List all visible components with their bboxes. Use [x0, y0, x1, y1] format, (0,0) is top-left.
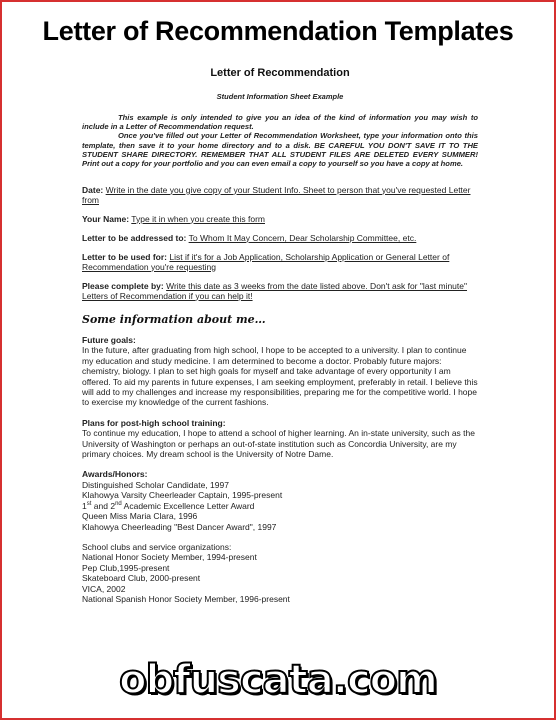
- clubs-section: [82, 542, 478, 604]
- complete-by-field: [82, 281, 478, 301]
- section-heading: School clubs and service organizations:: [82, 541, 232, 552]
- field-label: Letter to be addressed to:: [82, 232, 187, 243]
- about-me-heading: Some information about me…: [82, 312, 266, 326]
- ordinal: 2: [110, 500, 116, 511]
- field-label: Your Name:: [82, 213, 130, 224]
- list-item: National Spanish Honor Society Member, 1996-present: [82, 593, 290, 604]
- list-item: Distinguished Scholar Candidate, 1997: [82, 479, 229, 490]
- site-watermark: obfuscata.com: [119, 657, 437, 703]
- field-value: Write this date as 3 weeks from the date listed above. Don't ask for "last minute" Letters of Recommendation if you can help it!: [82, 280, 468, 301]
- field-value: Type it in when you create this form: [131, 213, 265, 224]
- list-item: VICA, 2002: [82, 583, 126, 594]
- ordinal-suffix: st: [86, 500, 92, 507]
- list-item: [82, 501, 478, 511]
- field-label: Letter to be used for:: [82, 251, 168, 262]
- field-label: Date:: [82, 184, 104, 195]
- list-item: Skateboard Club, 2000-present: [82, 573, 201, 584]
- ordinal-suffix: nd: [115, 500, 122, 507]
- document-subtitle: Student Information Sheet Example: [216, 92, 344, 102]
- future-goals-section: [82, 335, 478, 408]
- section-text: In the future, after graduating from high school, I hope to be accepted to a university. I plan to continue my education and study medicine. I am determined to become a doctor. Probably future majors: chemistry, biology. I plan to set high goals for myself and take advantage of every opportunity I am offered. To aid my parents in future expenses, I am seeking employment, preferably in retail. I believe this will add to my challenges and increase my responsibilities, preparing me for the competitive world. I hope to exercise my knowledge of the current fashions.: [82, 345, 478, 408]
- list-item: National Honor Society Member, 1994-present: [82, 552, 257, 563]
- field-label: Please complete by:: [82, 280, 164, 291]
- date-field: [82, 185, 478, 205]
- list-item: Klahowya Varsity Cheerleader Captain, 1995-present: [82, 490, 283, 501]
- list-item-text: Academic Excellence Letter Award: [123, 500, 255, 511]
- awards-section: [82, 469, 478, 531]
- section-heading: Future goals:: [82, 335, 136, 345]
- field-value: List if it's for a Job Application, Scholarship Application or General Letter of Recommendation you're requesting: [82, 251, 450, 272]
- section-text: To continue my education, I hope to attend a school of higher learning. An in-state university, such as the University of Washington or perhaps an out-of-state institution such as Concordia University, are my primary choices. My dream school is the University of Notre Dame.: [82, 428, 475, 460]
- training-section: [82, 418, 478, 460]
- addressed-to-field: [82, 233, 478, 243]
- document-title: Letter of Recommendation: [210, 67, 350, 79]
- ordinal-conjunction: and: [93, 500, 108, 511]
- intro-paragraph: Once you've filled out your Letter of Recommendation Worksheet, type your information onto this template, then save it to your home directory and to a disk. BE CAREFUL YOU DON'T SAVE IT TO THE STUDENT SHARE DIRECTORY. REMEMBER THAT ALL STUDENT FILES ARE DELETED EVERY SUMMER! Print out a copy for your portfolio and you can even email a copy to yourself so you have a copy at home.: [82, 131, 478, 169]
- name-field: [82, 214, 478, 224]
- document-image: [82, 64, 478, 614]
- section-heading: Awards/Honors:: [82, 469, 148, 480]
- used-for-field: [82, 252, 478, 272]
- ordinal: 1: [82, 500, 87, 511]
- section-heading: Plans for post-high school training:: [82, 417, 226, 428]
- list-item: Pep Club,1995-present: [82, 562, 170, 573]
- page-title: Letter of Recommendation Templates: [42, 16, 514, 46]
- field-value: To Whom It May Concern, Dear Scholarship Committee, etc.: [188, 232, 417, 243]
- list-item: Queen Miss Maria Clara, 1996: [82, 511, 198, 522]
- intro-paragraph: This example is only intended to give you an idea of the kind of information you may wish to include in a Letter of Recommendation request.: [82, 112, 478, 132]
- field-value: Write in the date you give copy of your Student Info. Sheet to person that you've requested Letter from: [82, 184, 471, 205]
- list-item: Klahowya Cheerleading "Best Dancer Award", 1997: [82, 521, 277, 532]
- intro-text: [82, 113, 478, 169]
